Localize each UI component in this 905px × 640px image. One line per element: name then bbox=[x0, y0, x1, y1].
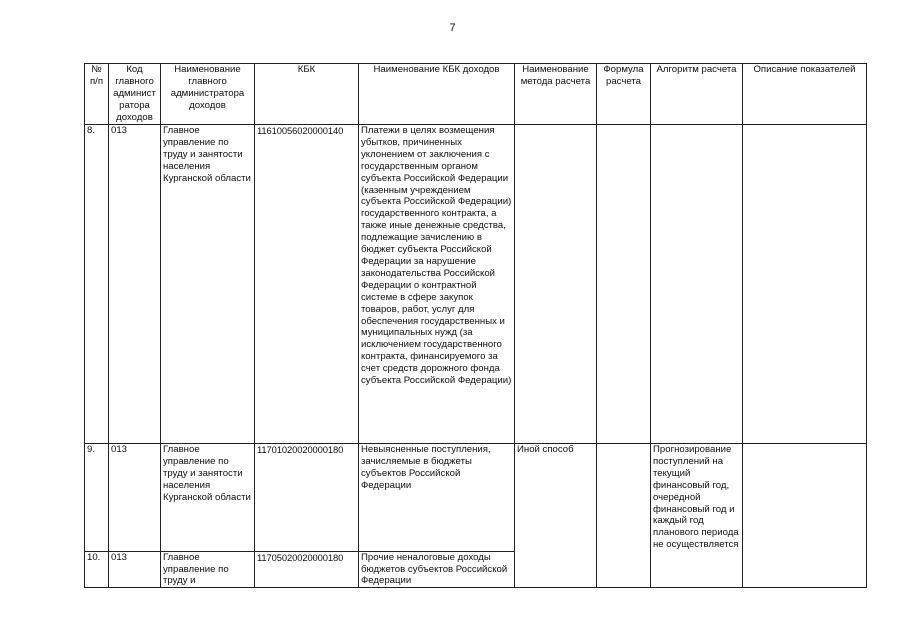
row-admin-code: 013 bbox=[109, 551, 161, 588]
row-admin-code: 013 bbox=[109, 125, 161, 444]
row-algorithm: Прогнозирование поступлений на текущий финансовый год, очередной финансовый год и каждый год планового периода не осуществляется bbox=[651, 444, 743, 552]
header-method-name: Наименование метода расчета bbox=[515, 64, 597, 125]
row-algorithm bbox=[651, 551, 743, 588]
row-num: 10. bbox=[85, 551, 109, 588]
row-admin-name: Главное управление по труду и занятости населения Курганской области bbox=[161, 125, 255, 444]
table-row bbox=[85, 444, 867, 552]
row-kbk: 11701020020000180 bbox=[255, 444, 359, 552]
row-formula bbox=[597, 551, 651, 588]
header-kbk: КБК bbox=[255, 64, 359, 125]
page-number: 7 bbox=[449, 22, 456, 34]
row-method-name bbox=[515, 125, 597, 444]
row-indicators bbox=[743, 551, 867, 588]
row-method-name bbox=[515, 551, 597, 588]
table-row bbox=[85, 551, 867, 588]
header-indicators: Описание показателей bbox=[743, 64, 867, 125]
row-kbk: 11610056020000140 bbox=[255, 125, 359, 444]
row-method-name: Иной способ bbox=[515, 444, 597, 552]
header-num: № п/п bbox=[85, 64, 109, 125]
row-formula bbox=[597, 444, 651, 552]
row-num: 9. bbox=[85, 444, 109, 552]
row-indicators bbox=[743, 444, 867, 552]
header-kbk-name: Наименование КБК доходов bbox=[359, 64, 515, 125]
row-formula bbox=[597, 125, 651, 444]
table-header-row bbox=[85, 64, 867, 125]
row-kbk-name: Прочие неналоговые доходы бюджетов субъектов Российской Федерации bbox=[359, 551, 515, 588]
header-admin-name: Наименование главного администратора доходов bbox=[161, 64, 255, 125]
income-forecast-table bbox=[84, 63, 867, 588]
header-admin-code: Код главного админист ратора доходов bbox=[109, 64, 161, 125]
header-formula: Формула расчета bbox=[597, 64, 651, 125]
row-admin-name: Главное управление по труду и bbox=[161, 551, 255, 588]
row-admin-code: 013 bbox=[109, 444, 161, 552]
row-num: 8. bbox=[85, 125, 109, 444]
row-kbk-name: Невыясненные поступления, зачисляемые в бюджеты субъектов Российской Федерации bbox=[359, 444, 515, 552]
row-indicators bbox=[743, 125, 867, 444]
header-algorithm: Алгоритм расчета bbox=[651, 64, 743, 125]
row-kbk-name: Платежи в целях возмещения убытков, причиненных уклонением от заключения с государственным органом субъекта Российской Федерации (казенным учреждением субъекта Российской Федерации) государственного контракта, а также иные денежные средства, подлежащие зачислению в бюджет субъекта Российской Федерации за нарушение законодательства Российской Федерации о контрактной системе в сфере закупок товаров, работ, услуг для обеспечения государственных и муниципальных нужд (за исключением государственного контракта, финансируемого за счет средств дорожного фонда субъекта Российской Федерации) bbox=[359, 125, 515, 444]
row-admin-name: Главное управление по труду и занятости населения Курганской области bbox=[161, 444, 255, 552]
row-algorithm bbox=[651, 125, 743, 444]
table-row bbox=[85, 125, 867, 444]
row-kbk: 11705020020000180 bbox=[255, 551, 359, 588]
